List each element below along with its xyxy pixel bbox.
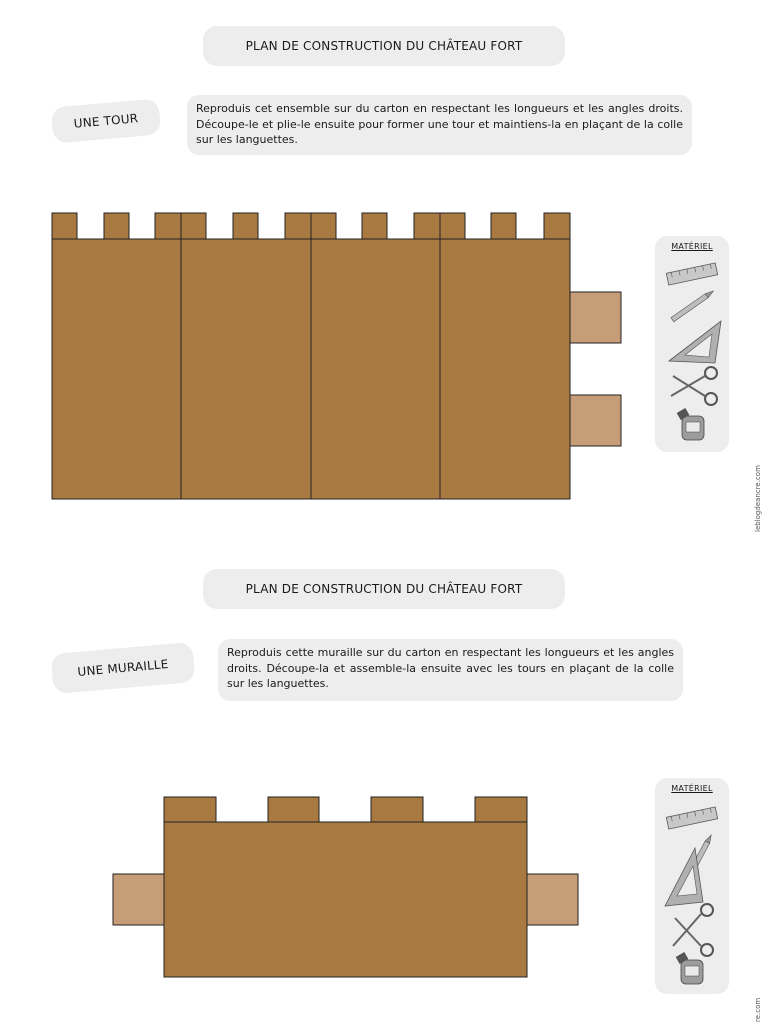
tower-merlon (414, 213, 440, 239)
bottom-watermark: re.com (754, 997, 762, 1022)
tools-illustration (655, 778, 729, 994)
tower-merlon (544, 213, 570, 239)
materiel-panel-1 (655, 236, 729, 452)
section1-title: PLAN DE CONSTRUCTION DU CHÂTEAU FORT (203, 26, 565, 66)
tower-glue-tab (570, 292, 621, 343)
rampart-glue-tab (527, 874, 578, 925)
wall-pattern (113, 797, 578, 977)
tower-merlon (181, 213, 206, 239)
tower-merlon (155, 213, 181, 239)
tower-merlon (491, 213, 516, 239)
set-square-icon (669, 321, 721, 363)
section2-title: PLAN DE CONSTRUCTION DU CHÂTEAU FORT (203, 569, 565, 609)
section2-instructions: Reproduis cette muraille sur du carton en respectant les longueurs et les angles droits. Découpe-la et assemble-la ensuite avec les tours en plaçant de la colle sur les languettes. (218, 639, 683, 701)
rampart-glue-tab (113, 874, 164, 925)
tower-merlon (52, 213, 77, 239)
rampart-wall (164, 822, 527, 977)
rampart-merlon (268, 797, 319, 822)
tower-merlon (440, 213, 465, 239)
pencil-icon (671, 289, 715, 322)
scissors-icon (671, 367, 717, 405)
tower-merlon (233, 213, 258, 239)
rampart-merlon (164, 797, 216, 822)
materiel-panel-2 (655, 778, 729, 994)
tools-illustration (655, 236, 729, 452)
side-watermark: leblogdeancre.com (754, 465, 762, 532)
glue-icon (677, 408, 704, 440)
tower-merlon (285, 213, 311, 239)
glue-icon (676, 952, 703, 984)
tower-merlon (311, 213, 336, 239)
section2-tag: UNE MURAILLE (51, 642, 196, 694)
tower-pattern (52, 213, 621, 499)
materiel-title: MATÉRIEL (671, 242, 713, 251)
section1-tag: UNE TOUR (51, 98, 162, 143)
tower-merlon (104, 213, 129, 239)
ruler-icon (666, 263, 717, 285)
rampart-merlon (475, 797, 527, 822)
scissors-icon (673, 904, 713, 956)
materiel-title: MATÉRIEL (671, 784, 713, 793)
ruler-icon (666, 807, 717, 829)
section1-instructions: Reproduis cet ensemble sur du carton en respectant les longueurs et les angles droits. Découpe-le et plie-le ensuite pour former une tour et maintiens-la en plaçant de la colle sur les languettes. (187, 95, 692, 155)
tower-glue-tab (570, 395, 621, 446)
tower-merlon (362, 213, 387, 239)
rampart-merlon (371, 797, 423, 822)
